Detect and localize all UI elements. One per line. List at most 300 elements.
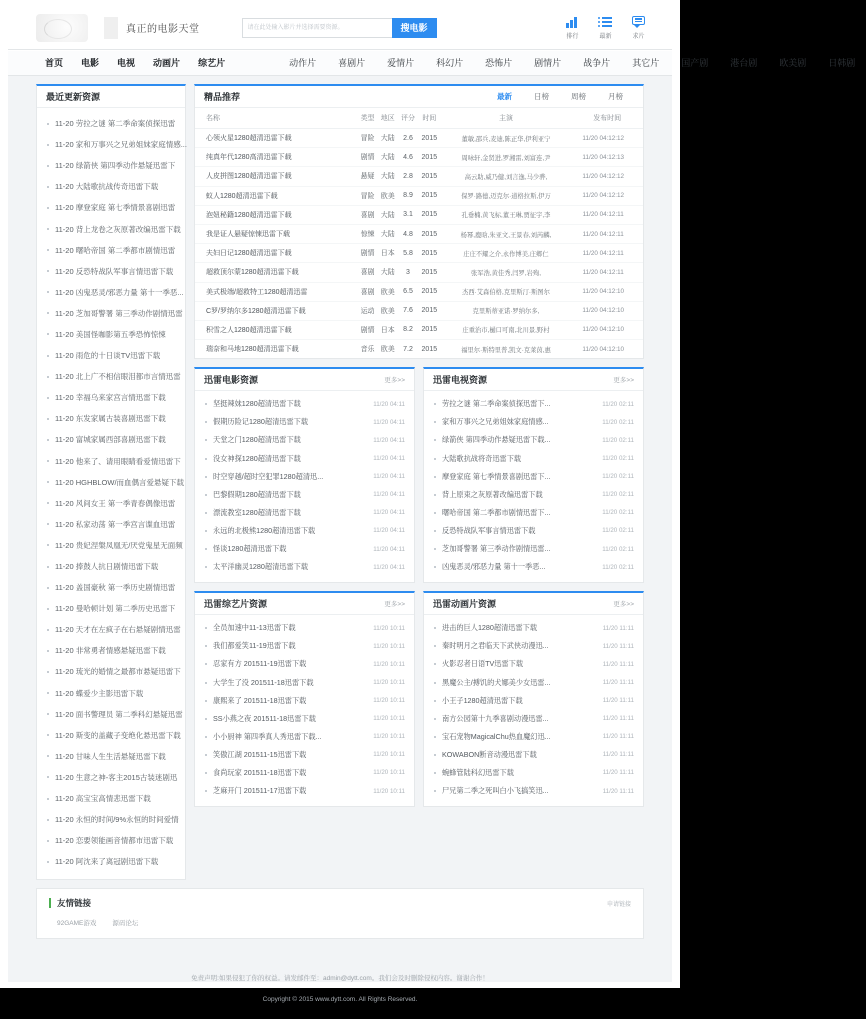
bullet-icon xyxy=(47,713,49,715)
list-item-label: 11-20 北上广不相信眼泪都市言情迅雷 xyxy=(55,372,181,382)
resource-panel-title: 迅雷综艺片资源 xyxy=(204,599,268,610)
list-item-label: 曙哈帝国 第二季都市剧情迅雷下... xyxy=(442,507,551,517)
bullet-icon xyxy=(47,165,49,167)
list-item-timestamp: 11/20 11:11 xyxy=(602,769,634,777)
list-item-timestamp: 11/20 04:11 xyxy=(373,436,405,444)
list-item[interactable] xyxy=(195,673,414,691)
list-item[interactable] xyxy=(37,830,185,851)
table-row[interactable] xyxy=(195,148,643,167)
list-item[interactable] xyxy=(37,472,185,493)
list-item[interactable] xyxy=(195,468,414,486)
column-header-5: 主演 xyxy=(441,108,572,129)
nav-item-primary-2[interactable]: 电视 xyxy=(117,58,136,68)
bullet-icon xyxy=(434,736,436,738)
bullet-icon xyxy=(47,544,49,546)
list-item-timestamp: 11/20 10:11 xyxy=(373,769,405,777)
recommend-header xyxy=(195,86,643,108)
cell-cast: 周咏轩,金贤进,罗湘雷,刘富连,尹 xyxy=(441,148,572,167)
list-item-label: 火影忍者日语TV迅雷下载 xyxy=(442,659,524,669)
list-item[interactable] xyxy=(37,429,185,450)
nav-item-secondary-3[interactable]: 科幻片 xyxy=(436,58,464,68)
list-item[interactable] xyxy=(424,728,643,746)
list-item-timestamp: 11/20 02:11 xyxy=(602,400,634,408)
table-row[interactable] xyxy=(195,263,643,282)
list-item-timestamp: 11/20 02:11 xyxy=(602,455,634,463)
nav-item-secondary-11[interactable]: 日韩剧 xyxy=(828,58,856,68)
movie-title-link[interactable]: 夫妇日记1280超清迅雷下载 xyxy=(195,244,357,263)
nav-item-secondary-0[interactable]: 动作片 xyxy=(289,58,317,68)
list-item[interactable] xyxy=(424,673,643,691)
search-button[interactable]: 搜电影 xyxy=(392,18,437,38)
list-item[interactable] xyxy=(37,197,185,218)
tab-0[interactable]: 最新 xyxy=(497,92,512,101)
rank-nav-item[interactable] xyxy=(565,15,580,40)
list-item[interactable] xyxy=(424,619,643,637)
nav-item-secondary-4[interactable]: 恐怖片 xyxy=(485,58,513,68)
list-item[interactable] xyxy=(37,809,185,830)
resource-panel-header xyxy=(424,593,643,615)
list-item-label: 11-20 私家动荡 第一季宫言谍血迅雷 xyxy=(55,519,176,529)
list-item-label: 11-20 非常勇者情感悬疑迅雷下载 xyxy=(55,646,166,656)
cell-published: 11/20 04:12:13 xyxy=(571,148,643,167)
list-item[interactable] xyxy=(37,851,185,872)
bullet-icon xyxy=(434,439,436,441)
movie-title-link[interactable]: 我是证人悬疑惊悚迅雷下载 xyxy=(195,224,357,243)
list-item[interactable] xyxy=(37,134,185,155)
list-item[interactable] xyxy=(424,692,643,710)
cell-score: 2.8 xyxy=(398,167,418,186)
list-item-label: 小王子1280超清迅雷下载 xyxy=(442,695,523,705)
list-item-label: 黑魔公主/搏饥的犬娜美少女迅雷... xyxy=(442,677,551,687)
cell-type: 剧情 xyxy=(357,244,377,263)
footer-copyright: Copyright © 2015 www.dytt.com. All Rights Reserved. xyxy=(262,996,418,1004)
list-item[interactable] xyxy=(195,782,414,800)
cell-score: 8.2 xyxy=(398,320,418,339)
list-item[interactable] xyxy=(195,728,414,746)
search-input[interactable] xyxy=(242,18,392,38)
list-item[interactable] xyxy=(195,655,414,673)
list-item-label: 11-20 劳拉之谜 第二季命案侦探迅雷 xyxy=(55,119,176,129)
cell-published: 11/20 04:12:10 xyxy=(582,345,624,353)
bullet-icon xyxy=(434,772,436,774)
list-item-timestamp: 11/20 04:11 xyxy=(373,473,405,481)
list-item[interactable] xyxy=(37,640,185,661)
list-item[interactable] xyxy=(195,395,414,413)
list-item[interactable] xyxy=(195,558,414,576)
list-item[interactable] xyxy=(37,408,185,429)
list-item[interactable] xyxy=(195,619,414,637)
nav-item-secondary-5[interactable]: 剧情片 xyxy=(534,58,562,68)
list-item[interactable] xyxy=(37,303,185,324)
cell-score: 4.6 xyxy=(398,148,418,167)
bullet-icon xyxy=(47,502,49,504)
list-item-label: 康熙来了 201511-18迅雷下载 xyxy=(213,695,307,705)
bullet-icon xyxy=(47,523,49,525)
cell-score: 3.1 xyxy=(398,205,418,224)
more-link[interactable]: 更多>> xyxy=(384,601,405,609)
bullet-icon xyxy=(47,312,49,314)
bullet-icon xyxy=(434,512,436,514)
latest-label: 最新 xyxy=(599,34,612,40)
nav-item-secondary-9[interactable]: 港台剧 xyxy=(730,58,758,68)
bullet-icon xyxy=(434,700,436,702)
more-link[interactable]: 更多>> xyxy=(613,601,634,609)
request-icon xyxy=(631,15,646,29)
list-item[interactable] xyxy=(424,413,643,431)
list-item-label: 反恐特战队军事言情迅雷下载 xyxy=(442,525,536,535)
list-item-label: 11-20 绿箭侠 第四季动作悬疑迅雷下 xyxy=(55,161,176,171)
recommend-card xyxy=(194,84,644,359)
bullet-icon xyxy=(47,228,49,230)
nav-item-secondary-8[interactable]: 国产剧 xyxy=(681,58,709,68)
cell-region: 大陆 xyxy=(378,224,398,243)
list-item[interactable] xyxy=(195,540,414,558)
tab-2[interactable]: 周榜 xyxy=(571,92,586,101)
movie-title-link[interactable]: 蚁人1280超清迅雷下载 xyxy=(195,186,357,205)
list-item[interactable] xyxy=(37,366,185,387)
table-row[interactable] xyxy=(195,167,643,186)
list-item-label: 11-20 阿沈来了离冠剧迅雷下载 xyxy=(55,857,159,867)
friend-link[interactable]: 源码论坛 xyxy=(112,920,139,928)
bullet-icon xyxy=(434,548,436,550)
table-row[interactable] xyxy=(195,205,643,224)
bullet-icon xyxy=(47,650,49,652)
nav-item-secondary-1[interactable]: 喜剧片 xyxy=(338,58,366,68)
list-item[interactable] xyxy=(37,155,185,176)
list-item-label: 时空穿越/超时空犯罪1280超清迅... xyxy=(213,471,324,481)
list-item[interactable] xyxy=(195,431,414,449)
list-item-label: 尸兄第二季之死叫白小飞搞笑迅... xyxy=(442,786,549,796)
cell-cast: 张军浩,黄佳秀,闫罗,岩殉, xyxy=(441,263,572,282)
list-item-timestamp: 11/20 11:11 xyxy=(602,733,634,741)
more-link[interactable]: 更多>> xyxy=(613,377,634,385)
list-item-label: 背上原束之灰原著改编迅雷下载 xyxy=(442,489,543,499)
rank-icon xyxy=(565,15,580,29)
table-row[interactable] xyxy=(195,186,643,205)
list-item-label: 进击的巨人1280超清迅雷下载 xyxy=(442,623,538,633)
nav-item-primary-1[interactable]: 电影 xyxy=(81,58,100,68)
list-item[interactable] xyxy=(37,725,185,746)
bullet-icon xyxy=(434,790,436,792)
list-item[interactable] xyxy=(37,218,185,239)
column-header-3: 评分 xyxy=(398,108,418,129)
request-label: 求片 xyxy=(632,34,645,40)
cell-year: 2015 xyxy=(421,345,438,353)
list-item[interactable] xyxy=(424,746,643,764)
nav-item-secondary-7[interactable]: 其它片 xyxy=(632,58,660,68)
cell-cast: 克里斯蒂亚诺·罗纳尔多, xyxy=(441,301,572,320)
friend-link[interactable]: 92GAME游戏 xyxy=(57,920,97,928)
cell-type: 惊悚 xyxy=(357,224,377,243)
list-item[interactable] xyxy=(424,450,643,468)
list-item[interactable] xyxy=(37,535,185,556)
bullet-icon xyxy=(47,355,49,357)
list-item[interactable] xyxy=(37,746,185,767)
table-row[interactable] xyxy=(195,129,643,148)
movie-title-link[interactable]: 积雪之人1280超清迅雷下载 xyxy=(195,320,357,339)
bullet-icon xyxy=(47,397,49,399)
cell-region: 欧美 xyxy=(378,282,398,301)
bullet-icon xyxy=(434,494,436,496)
list-item[interactable] xyxy=(37,598,185,619)
movie-title-link[interactable]: 超救顶尔蒙1280超清迅雷下载 xyxy=(195,263,357,282)
list-item[interactable] xyxy=(37,282,185,303)
cell-cast: 庄重治市,樋口可南,北川景,野村 xyxy=(441,320,572,339)
table-row[interactable] xyxy=(195,244,643,263)
list-item[interactable] xyxy=(37,176,185,197)
list-item[interactable] xyxy=(424,558,643,576)
content-area xyxy=(8,76,672,880)
bullet-icon xyxy=(205,718,207,720)
bullet-icon xyxy=(47,249,49,251)
cell-region: 日本 xyxy=(378,244,398,263)
bullet-icon xyxy=(47,207,49,209)
recommend-title: 精品推荐 xyxy=(204,92,241,102)
list-item[interactable] xyxy=(37,556,185,577)
latest-nav-item[interactable] xyxy=(598,15,613,40)
cell-published: 11/20 04:12:11 xyxy=(571,224,643,243)
list-item-timestamp: 11/20 10:11 xyxy=(373,751,405,759)
more-link[interactable]: 更多>> xyxy=(384,377,405,385)
list-item-label: 秦时明月之君临天下武侠动漫迅... xyxy=(442,641,549,651)
recommend-tabs xyxy=(486,91,634,102)
list-item[interactable] xyxy=(424,395,643,413)
header-icon-group xyxy=(565,15,646,40)
cell-year: 2015 xyxy=(418,320,440,339)
bullet-icon xyxy=(434,754,436,756)
list-item-timestamp: 11/20 11:11 xyxy=(602,787,634,795)
cell-cast: 高云助,威乃健,刘言逸,马少骅, xyxy=(441,167,572,186)
nav-item-secondary-10[interactable]: 欧美剧 xyxy=(779,58,807,68)
bullet-icon xyxy=(205,663,207,665)
list-item-label: 11-20 蝶爱少主影迅雷下载 xyxy=(55,688,144,698)
bullet-icon xyxy=(434,530,436,532)
list-item-label: 全员加速中11-13迅雷下载 xyxy=(213,623,296,633)
cell-type: 喜剧 xyxy=(357,282,377,301)
bullet-icon xyxy=(47,376,49,378)
site-logo-icon[interactable] xyxy=(36,14,88,42)
movie-title-link[interactable]: 瑞奈和马地1280超清迅雷下载 xyxy=(206,346,299,354)
cell-score: 7.2 xyxy=(403,345,413,353)
site-header xyxy=(8,6,672,50)
list-item-label: 我们都爱笑11-19迅雷下载 xyxy=(213,641,296,651)
resource-panel-title: 迅雷电影资源 xyxy=(204,375,259,386)
list-item-timestamp: 11/20 04:11 xyxy=(373,400,405,408)
bullet-icon xyxy=(47,460,49,462)
cell-type: 音乐 xyxy=(360,346,375,354)
bullet-icon xyxy=(434,403,436,405)
list-item-label: 11-20 甘味人生生活悬疑迅雷下载 xyxy=(55,751,166,761)
bullet-icon xyxy=(47,144,49,146)
list-item[interactable] xyxy=(195,450,414,468)
table-header-row xyxy=(195,108,643,129)
list-item-timestamp: 11/20 02:11 xyxy=(602,436,634,444)
resource-panel xyxy=(423,367,644,583)
list-item-label: 11-20 雨危的十日谈TV迅雷下载 xyxy=(55,351,161,361)
bullet-icon xyxy=(47,776,49,778)
list-item[interactable] xyxy=(195,692,414,710)
column-header-6: 发布时间 xyxy=(571,108,643,129)
list-item[interactable] xyxy=(195,746,414,764)
list-item[interactable] xyxy=(37,324,185,345)
cell-score: 7.6 xyxy=(398,301,418,320)
list-item[interactable] xyxy=(37,661,185,682)
cell-cast: 董敏,邵兵,麦迪,陈正华,伊利亚宁 xyxy=(441,129,572,148)
friend-links-card xyxy=(36,888,644,939)
cell-year: 2015 xyxy=(418,244,440,263)
cell-published: 11/20 04:12:11 xyxy=(571,205,643,224)
list-item-label: 假期历险记1280超清迅雷下载 xyxy=(213,417,309,427)
nav-secondary-group xyxy=(278,56,866,69)
list-item-label: 11-20 贵妃涅槃凤凰无/厌党鬼星无面频 xyxy=(55,540,183,550)
list-item-label: 凶鬼恶灵/邪恶力量 第十一季恶... xyxy=(442,562,546,572)
list-item-label: 蜿蜂管陆科幻迅雷下载 xyxy=(442,767,514,777)
cell-published: 11/20 04:12:12 xyxy=(571,129,643,148)
cell-type: 喜剧 xyxy=(357,263,377,282)
bullet-icon xyxy=(434,718,436,720)
request-nav-item[interactable] xyxy=(631,15,646,40)
nav-item-primary-3[interactable]: 动画片 xyxy=(153,58,181,68)
cell-published: 11/20 04:12:12 xyxy=(571,167,643,186)
list-item[interactable] xyxy=(37,345,185,366)
list-item-label: 11-20 永恒的时间/9%永恒的时间爱情 xyxy=(55,815,179,825)
list-item-label: 11-20 天才在左疯子在右悬疑剧情迅雷 xyxy=(55,625,181,635)
movie-title-link[interactable]: 心领火星1280超清迅雷下载 xyxy=(195,129,357,148)
list-item-label: 太平洋幽灵1280超清迅雷下载 xyxy=(213,562,309,572)
cell-score: 6.5 xyxy=(398,282,418,301)
list-item[interactable] xyxy=(424,486,643,504)
nav-item-secondary-6[interactable]: 战争片 xyxy=(583,58,611,68)
cell-region: 大陆 xyxy=(378,205,398,224)
table-row[interactable] xyxy=(195,282,643,301)
list-item-label: 大学生了没 201511-18迅雷下载 xyxy=(213,677,314,687)
bullet-icon xyxy=(205,458,207,460)
list-item[interactable] xyxy=(424,504,643,522)
list-item[interactable] xyxy=(424,764,643,782)
list-item[interactable] xyxy=(37,514,185,535)
bullet-icon xyxy=(47,270,49,272)
list-item[interactable] xyxy=(195,486,414,504)
list-item-label: 南方公园第十九季喜剧动漫迅雷... xyxy=(442,713,549,723)
bullet-icon xyxy=(205,566,207,568)
list-item[interactable] xyxy=(37,619,185,640)
nav-item-secondary-2[interactable]: 爱情片 xyxy=(387,58,415,68)
list-item-label: 摩登家庭 第七季情景喜剧迅雷下... xyxy=(442,471,551,481)
tab-1[interactable]: 日榜 xyxy=(534,92,549,101)
list-item[interactable] xyxy=(424,540,643,558)
list-item-timestamp: 11/20 04:11 xyxy=(373,545,405,553)
list-item[interactable] xyxy=(37,683,185,704)
tab-3[interactable]: 月榜 xyxy=(608,92,623,101)
friend-links-title: 友情链接 xyxy=(57,898,92,909)
recommend-table xyxy=(195,108,643,358)
recent-updates-header xyxy=(37,86,185,108)
list-item[interactable] xyxy=(37,113,185,134)
friend-links-list xyxy=(49,918,631,927)
list-item-timestamp: 11/20 04:11 xyxy=(373,563,405,571)
nav-item-primary-0[interactable]: 首页 xyxy=(45,58,64,68)
movie-title-link[interactable]: 泡妞秘籍1280超清迅雷下载 xyxy=(195,205,357,224)
list-item-timestamp: 11/20 11:11 xyxy=(602,642,634,650)
list-item[interactable] xyxy=(37,387,185,408)
list-item-timestamp: 11/20 02:11 xyxy=(602,545,634,553)
cell-published: 11/20 04:12:11 xyxy=(571,244,643,263)
list-item-timestamp: 11/20 04:11 xyxy=(373,418,405,426)
list-item-label: 小小厨神 第四季真人秀迅雷下载... xyxy=(213,731,322,741)
list-item-timestamp: 11/20 10:11 xyxy=(373,642,405,650)
bullet-icon xyxy=(47,755,49,757)
list-item[interactable] xyxy=(37,240,185,261)
list-item[interactable] xyxy=(195,637,414,655)
bullet-icon xyxy=(205,682,207,684)
list-item-label: 大陆歌抗战将奇迅雷下载 xyxy=(442,453,522,463)
movie-title-link[interactable]: 人皮拼图1280超清迅雷下载 xyxy=(195,167,357,186)
table-row[interactable] xyxy=(195,224,643,243)
movie-title-link[interactable]: 纯真年代1280高清迅雷下载 xyxy=(195,148,357,167)
list-item[interactable] xyxy=(424,431,643,449)
cell-score: 8.9 xyxy=(398,186,418,205)
list-item[interactable] xyxy=(37,788,185,809)
nav-item-primary-4[interactable]: 综艺片 xyxy=(198,58,226,68)
list-item[interactable] xyxy=(37,451,185,472)
bullet-icon xyxy=(47,333,49,335)
list-item-label: 11-20 背上龙卷之灰原著改编迅雷下载 xyxy=(55,224,181,234)
list-item-label: 宝石宠物MagicalChu热血魔幻迅... xyxy=(442,731,551,741)
list-item[interactable] xyxy=(424,710,643,728)
footer-disclaimer: 免责声明:如果侵犯了你的权益。请发邮件至：admin@dytt.com。我们会及时删除侵权内容。谢谢合作！ xyxy=(191,975,489,983)
list-item[interactable] xyxy=(424,655,643,673)
cell-type: 剧情 xyxy=(357,320,377,339)
bullet-icon xyxy=(205,512,207,514)
apply-link-button[interactable]: 申请链接 xyxy=(606,901,631,908)
list-item[interactable] xyxy=(424,637,643,655)
movie-title-link[interactable]: C罗/罗纳尔多1280超清迅雷下载 xyxy=(195,301,357,320)
bullet-icon xyxy=(47,566,49,568)
list-item[interactable] xyxy=(424,522,643,540)
list-item-label: 11-20 面书警理员 第二季科幻悬疑迅雷 xyxy=(55,709,183,719)
table-row[interactable] xyxy=(195,320,643,339)
list-item[interactable] xyxy=(424,468,643,486)
movie-title-link[interactable]: 美式极端/超救特工1280超清迅雷 xyxy=(195,282,357,301)
list-item-timestamp: 11/20 04:11 xyxy=(373,509,405,517)
table-row[interactable] xyxy=(195,340,643,359)
list-item-label: 11-20 生意之神-客主2015古装迷剧迅 xyxy=(55,772,178,782)
bullet-icon xyxy=(205,627,207,629)
list-item[interactable] xyxy=(424,782,643,800)
list-item-label: 11-20 高宝宝高情悲迅雷下载 xyxy=(55,794,151,804)
cell-region: 大陆 xyxy=(378,263,398,282)
list-item[interactable] xyxy=(37,493,185,514)
bullet-icon xyxy=(47,439,49,441)
cell-published: 11/20 04:12:11 xyxy=(571,263,643,282)
list-item[interactable] xyxy=(195,764,414,782)
list-item-label: 11-20 幸福乌来家宫言情迅雷下载 xyxy=(55,393,166,403)
list-item[interactable] xyxy=(195,522,414,540)
logo-area[interactable] xyxy=(36,14,200,42)
list-item[interactable] xyxy=(195,413,414,431)
bullet-icon xyxy=(205,772,207,774)
list-item[interactable] xyxy=(195,710,414,728)
bullet-icon xyxy=(47,840,49,842)
table-row[interactable] xyxy=(195,301,643,320)
bullet-icon xyxy=(47,629,49,631)
list-item[interactable] xyxy=(37,767,185,788)
cell-region: 欧美 xyxy=(378,186,398,205)
list-item[interactable] xyxy=(195,504,414,522)
list-item[interactable] xyxy=(37,704,185,725)
list-item[interactable] xyxy=(37,261,185,282)
list-item[interactable] xyxy=(37,577,185,598)
